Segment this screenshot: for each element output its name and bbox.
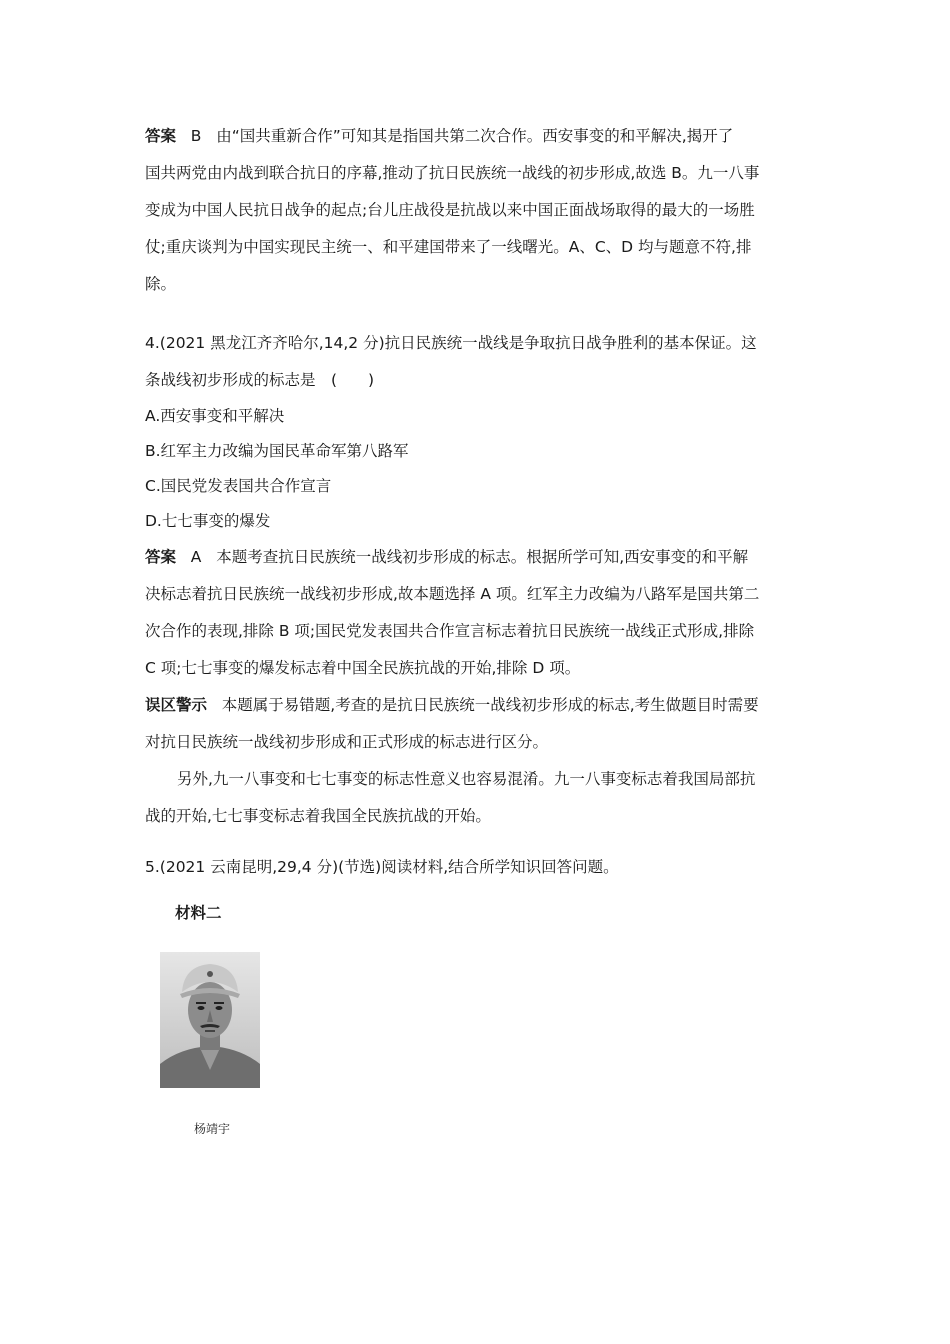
extra-note: 另外,九一八事变和七七事变的标志性意义也容易混淆。九一八事变标志着我国局部抗 战的开始,七七事变标志着我国全民族抗战的开始。: [145, 770, 756, 825]
portrait-photo: [160, 952, 260, 1088]
answer-3-line-2: 国共两党由内战到联合抗日的序幕,推动了抗日民族统一战线的初步形成,故选 B。九一八事: [145, 164, 760, 182]
answer-label: 答案: [145, 548, 177, 566]
photo-caption: 杨靖宇: [194, 1122, 231, 1136]
warning-note: 误区警示 本题属于易错题,考查的是抗日民族统一战线初步形成的标志,考生做题目时需要 对抗日民族统一战线初步形成和正式形成的标志进行区分。: [145, 696, 759, 751]
document-page: [145, 118, 810, 928]
material-label: 材料二: [175, 904, 222, 922]
answer-3-line-3: 变成为中国人民抗日战争的起点;台儿庄战役是抗战以来中国正面战场取得的最大的一场胜: [145, 201, 755, 219]
question-5-stem: 5.(2021 云南昆明,29,4 分)(节选)阅读材料,结合所学知识回答问题。: [145, 858, 619, 876]
answer-option: A: [190, 548, 202, 566]
answer-3-line-1: 答案 B 由“国共重新合作”可知其是指国共第二次合作。西安事变的和平解决,揭开了: [145, 127, 734, 145]
question-4-stem: 4.(2021 黑龙江齐齐哈尔,14,2 分)抗日民族统一战线是争取抗日战争胜利的基本保证。这 条战线初步形成的标志是 ( ): [145, 334, 757, 389]
option-d: D.七七事变的爆发: [145, 512, 271, 530]
answer-option: B: [190, 127, 202, 145]
warning-label: 误区警示: [145, 696, 208, 714]
answer-4: 答案 A 本题考查抗日民族统一战线初步形成的标志。根据所学可知,西安事变的和平解 决标志着抗日民族统一战线初步形成,故本题选择 A 项。红军主力改编为八路军是国共第二 次合作的表现,排除 B 项;国民党发表国共合作宣言标志着抗日民族统一战线正式形成,排除 C 项;七七事变的爆发标志着中国全民族抗战的开始,排除 D 项。: [145, 548, 760, 677]
answer-3-line-5: 除。: [145, 275, 177, 293]
answer-3: [145, 118, 810, 303]
answer-3-line-4: 仗;重庆谈判为中国实现民主统一、和平建国带来了一线曙光。A、C、D 均与题意不符,排: [145, 238, 752, 256]
option-c: C.国民党发表国共合作宣言: [145, 477, 332, 495]
answer-label: 答案: [145, 127, 177, 145]
option-a: A.西安事变和平解决: [145, 407, 285, 425]
option-b: B.红军主力改编为国民革命军第八路军: [145, 442, 409, 460]
